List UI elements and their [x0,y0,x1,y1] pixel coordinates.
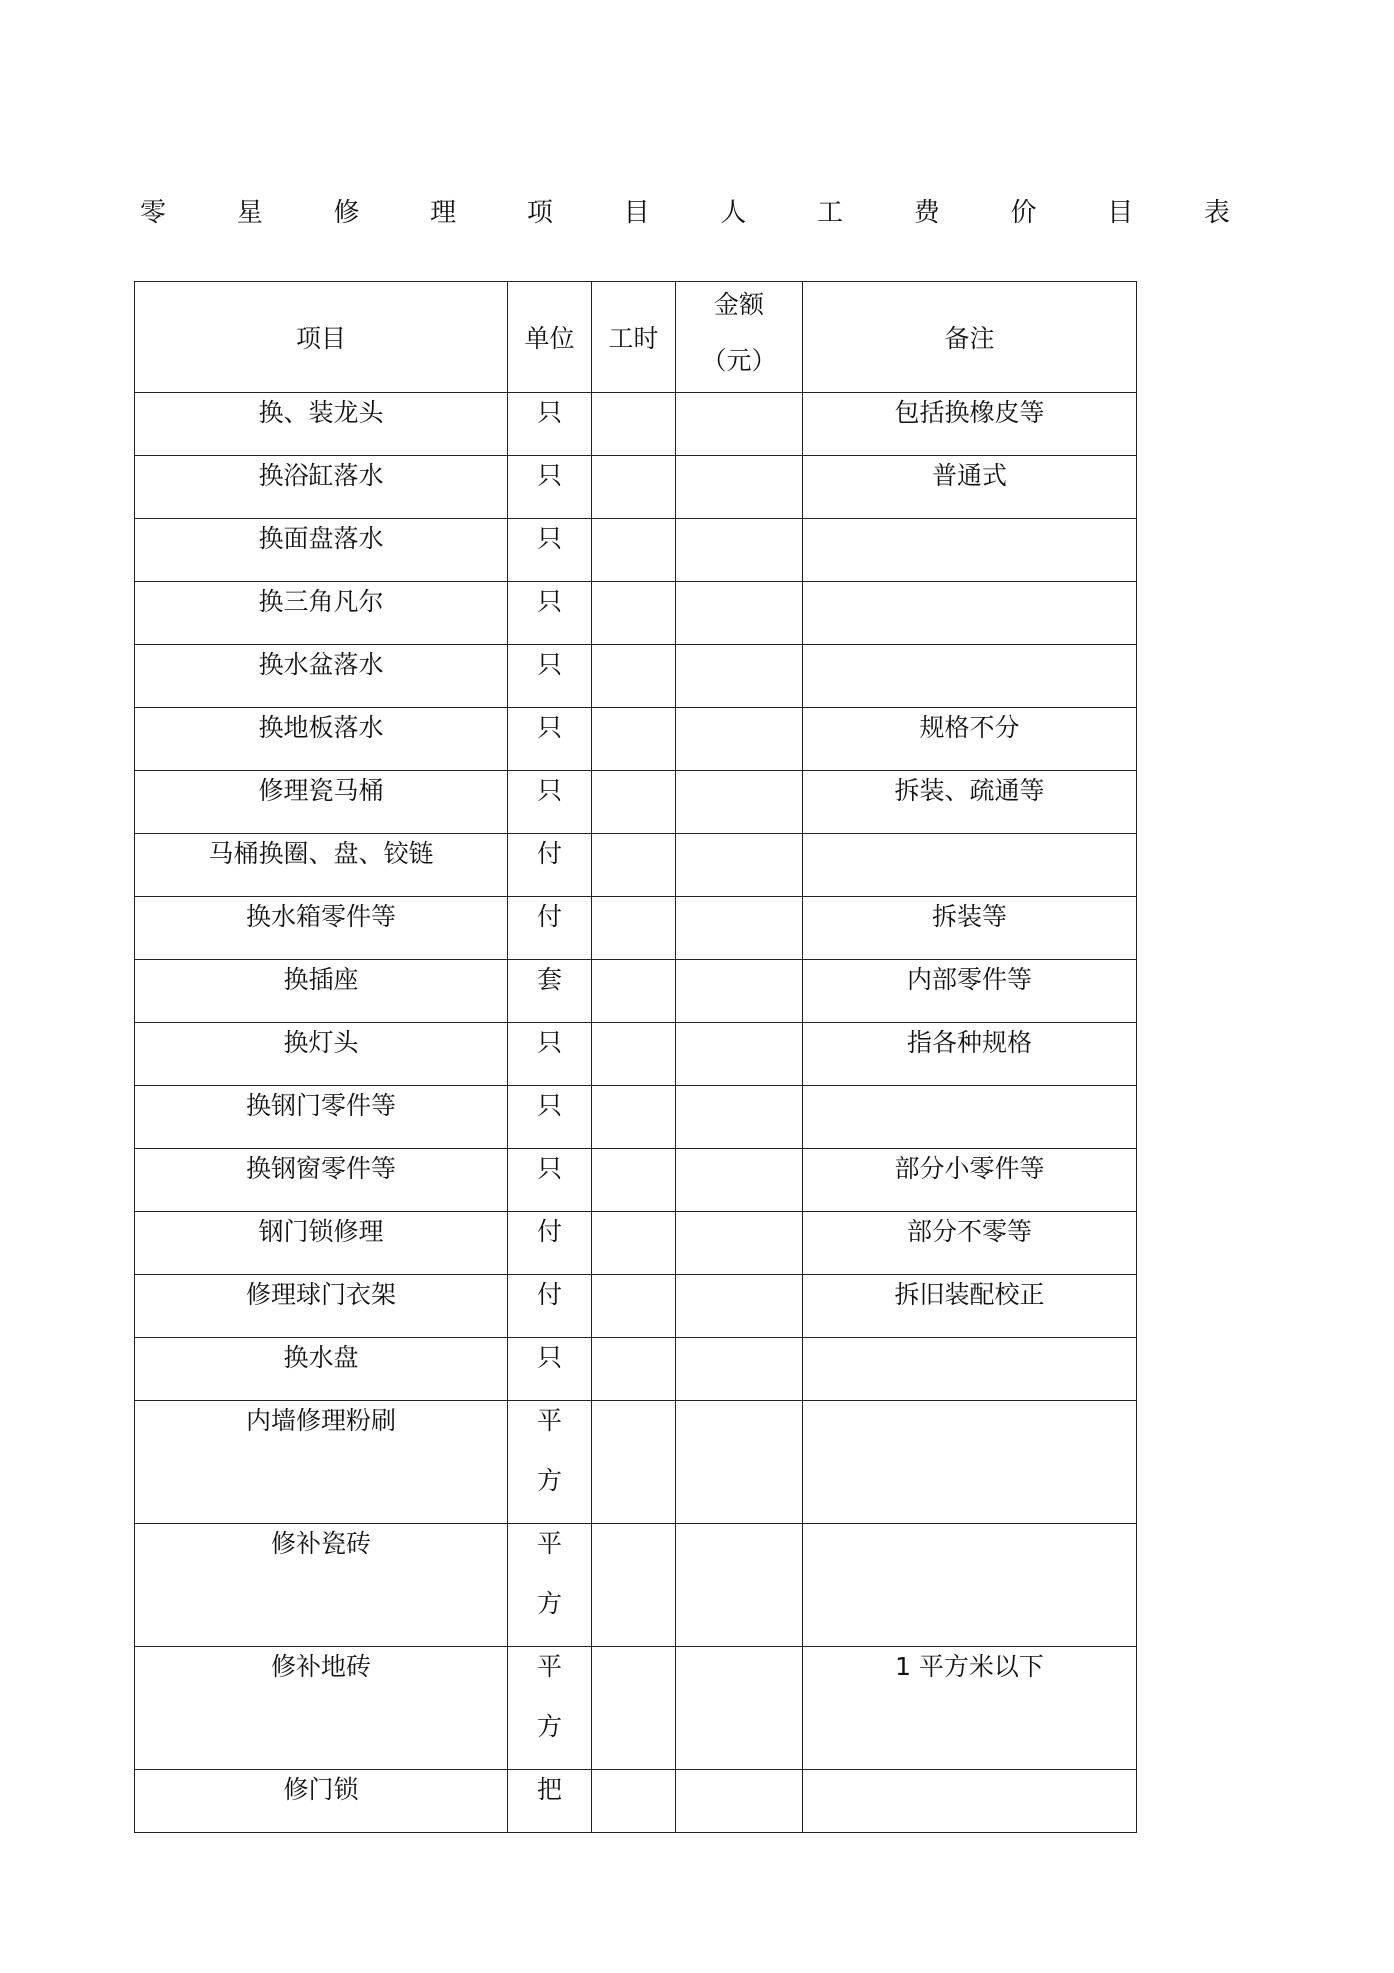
header-amount [676,282,803,393]
table-row [135,1275,1137,1338]
table-row [135,1524,1137,1647]
table-row [135,708,1137,771]
table-row [135,960,1137,1023]
cell-hours [592,708,676,771]
cell-amount [676,897,803,960]
cell-note: 指各种规格 [803,1023,1137,1086]
cell-item: 内墙修理粉刷 [135,1401,508,1524]
cell-hours [592,897,676,960]
cell-hours [592,1524,676,1647]
cell-amount [676,960,803,1023]
cell-item: 换插座 [135,960,508,1023]
title-char: 零 [140,198,167,228]
cell-unit: 只 [508,771,592,834]
cell-unit: 只 [508,582,592,645]
cell-item: 换三角凡尔 [135,582,508,645]
cell-note: 部分不零等 [803,1212,1137,1275]
cell-note: 1 平方米以下 [803,1647,1137,1770]
cell-item: 换水盘 [135,1338,508,1401]
cell-hours [592,519,676,582]
cell-amount [676,1149,803,1212]
title-char: 费 [913,198,940,228]
price-table [134,281,1137,1833]
cell-unit: 付 [508,1275,592,1338]
cell-amount [676,582,803,645]
title-char: 人 [720,198,747,228]
cell-hours [592,1149,676,1212]
cell-item: 修补地砖 [135,1647,508,1770]
cell-unit [508,1401,592,1524]
cell-unit-line: 方 [536,1589,562,1618]
cell-unit: 套 [508,960,592,1023]
cell-item: 换地板落水 [135,708,508,771]
title-char: 工 [817,198,844,228]
table-row [135,456,1137,519]
table-row [135,582,1137,645]
cell-note: 部分小零件等 [803,1149,1137,1212]
table-row [135,771,1137,834]
cell-item: 修门锁 [135,1770,508,1833]
page-title [140,196,1230,230]
cell-amount [676,1647,803,1770]
cell-hours [592,645,676,708]
cell-amount [676,1401,803,1524]
cell-note: 拆装、疏通等 [803,771,1137,834]
title-char: 目 [623,198,650,228]
cell-note: 包括换橡皮等 [803,393,1137,456]
table-row [135,393,1137,456]
cell-hours [592,582,676,645]
cell-item: 换水盆落水 [135,645,508,708]
cell-unit: 只 [508,645,592,708]
cell-unit: 只 [508,1023,592,1086]
cell-note [803,1401,1137,1524]
title-char: 价 [1010,198,1037,228]
cell-unit-line: 平 [536,1406,562,1435]
cell-amount [676,708,803,771]
cell-note [803,645,1137,708]
cell-unit: 只 [508,456,592,519]
cell-hours [592,1401,676,1524]
cell-item: 换水箱零件等 [135,897,508,960]
table-row [135,1647,1137,1770]
cell-note: 拆装等 [803,897,1137,960]
table-row [135,519,1137,582]
cell-item: 换钢门零件等 [135,1086,508,1149]
cell-item: 钢门锁修理 [135,1212,508,1275]
cell-hours [592,1212,676,1275]
cell-amount [676,1770,803,1833]
cell-amount [676,771,803,834]
cell-note [803,1524,1137,1647]
title-char: 星 [236,198,263,228]
cell-amount [676,1212,803,1275]
table-row [135,645,1137,708]
cell-unit [508,1647,592,1770]
title-char: 修 [333,198,360,228]
cell-amount [676,834,803,897]
table-row [135,1212,1137,1275]
cell-hours [592,1338,676,1401]
table-row [135,897,1137,960]
title-char: 目 [1107,198,1134,228]
cell-amount [676,1086,803,1149]
cell-note [803,834,1137,897]
cell-hours [592,1023,676,1086]
cell-hours [592,1770,676,1833]
table-row [135,1338,1137,1401]
cell-amount [676,393,803,456]
cell-note [803,1086,1137,1149]
table-row [135,1401,1137,1524]
cell-unit: 付 [508,897,592,960]
header-amount-unit: （元） [701,346,777,375]
cell-unit: 付 [508,834,592,897]
cell-note: 内部零件等 [803,960,1137,1023]
table-row [135,834,1137,897]
cell-amount [676,456,803,519]
cell-amount [676,519,803,582]
cell-hours [592,834,676,897]
cell-item: 换浴缸落水 [135,456,508,519]
cell-note [803,582,1137,645]
cell-hours [592,1275,676,1338]
cell-hours [592,1086,676,1149]
cell-amount [676,1524,803,1647]
header-note: 备注 [803,282,1137,393]
cell-hours [592,456,676,519]
cell-item: 换面盘落水 [135,519,508,582]
table-row [135,1023,1137,1086]
cell-item: 换灯头 [135,1023,508,1086]
table-row [135,1770,1137,1833]
cell-item: 换、装龙头 [135,393,508,456]
cell-unit-line: 方 [536,1712,562,1741]
cell-hours [592,960,676,1023]
cell-amount [676,645,803,708]
cell-unit [508,1524,592,1647]
table-row [135,1149,1137,1212]
header-unit: 单位 [508,282,592,393]
cell-unit-line: 方 [536,1466,562,1495]
cell-item: 修补瓷砖 [135,1524,508,1647]
cell-unit: 只 [508,1149,592,1212]
cell-amount [676,1023,803,1086]
cell-hours [592,1647,676,1770]
header-row [135,282,1137,393]
cell-item: 换钢窗零件等 [135,1149,508,1212]
cell-note [803,519,1137,582]
cell-amount [676,1275,803,1338]
cell-unit: 只 [508,1086,592,1149]
cell-unit-line: 平 [536,1652,562,1681]
cell-item: 修理球门衣架 [135,1275,508,1338]
header-amount-label: 金额 [713,290,764,319]
cell-unit: 付 [508,1212,592,1275]
cell-hours [592,393,676,456]
cell-hours [592,771,676,834]
cell-note [803,1338,1137,1401]
cell-unit: 只 [508,708,592,771]
cell-note [803,1770,1137,1833]
table-row [135,1086,1137,1149]
cell-unit: 只 [508,1338,592,1401]
cell-item: 马桶换圈、盘、铰链 [135,834,508,897]
title-char: 表 [1203,198,1230,228]
header-item: 项目 [135,282,508,393]
title-char: 项 [526,198,553,228]
cell-unit: 只 [508,393,592,456]
cell-note: 规格不分 [803,708,1137,771]
header-hours: 工时 [592,282,676,393]
cell-note: 拆旧装配校正 [803,1275,1137,1338]
cell-unit: 把 [508,1770,592,1833]
cell-unit-line: 平 [536,1529,562,1558]
title-char: 理 [430,198,457,228]
cell-note: 普通式 [803,456,1137,519]
cell-unit: 只 [508,519,592,582]
cell-item: 修理瓷马桶 [135,771,508,834]
cell-amount [676,1338,803,1401]
